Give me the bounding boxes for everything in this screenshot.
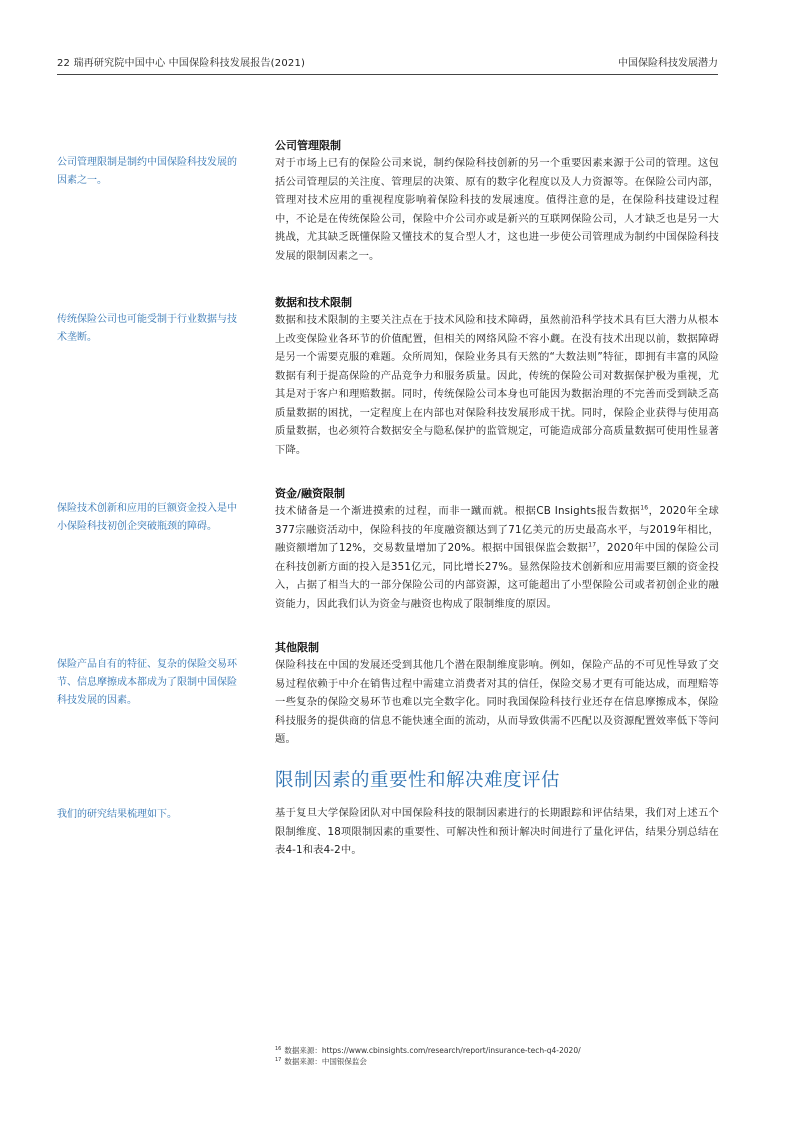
footnote-text: 数据来源：https://www.cbinsights.com/research/report/insurance-tech-q4-2020/ bbox=[284, 1046, 581, 1055]
footnotes bbox=[275, 1045, 581, 1067]
section-funding bbox=[275, 485, 719, 613]
section-body: 数据和技术限制的主要关注点在于技术风险和技术障碍，虽然前沿科学技术具有巨大潜力从根本上改变保险业各环节的价值配置，但相关的网络风险不容小觑。在没有技术出现以前，数据障碍是另一个需要克服的难题。众所周知，保险业务具有天然的“大数法则”特征，即拥有丰富的风险数据有利于提高保险的产品竞争力和服务质量。因此，传统的保险公司对数据保护极为重视，尤其是对于客户和理赔数据。同时，传统保险公司本身也可能因为数据治理的不完善而受到缺乏高质量数据的困扰，一定程度上在内部也对保险科技发展形成干扰。同时，保险企业获得与使用高质量数据，也必须符合数据安全与隐私保护的监管规定，可能造成部分高质量数据可使用性显著下降。 bbox=[275, 314, 719, 456]
section-title: 数据和技术限制 bbox=[275, 296, 352, 309]
sidebar-note-findings: 我们的研究结果梳理如下。 bbox=[57, 809, 177, 820]
header-left-title: 22 瑞再研究院中国中心 中国保险科技发展报告(2021) bbox=[57, 58, 306, 69]
section-management bbox=[275, 137, 719, 265]
section-body: 对于市场上已有的保险公司来说，制约保险科技创新的另一个重要因素来源于公司的管理。这包括公司管理层的关注度、管理层的决策、原有的数字化程度以及人力资源等。在保险公司内部，管理对技术应用的重视程度影响着保险科技的发展速度。值得注意的是，在保险科技建设过程中，不论是在传统保险公司，保险中介公司亦或是新兴的互联网保险公司，人才缺乏也是另一大挑战，尤其缺乏既懂保险又懂技术的复合型人才，这也进一步使公司管理成为制约中国保险科技发展的限制因素之一。 bbox=[275, 157, 719, 262]
assessment-body: 基于复旦大学保险团队对中国保险科技的限制因素进行的长期跟踪和评估结果，我们对上述五个限制维度、18项限制因素的重要性、可解决性和预计解决时间进行了量化评估，结果分别总结在表4-1和表4-2中。 bbox=[275, 807, 719, 856]
footnote-16 bbox=[275, 1045, 581, 1056]
header-right-title: 中国保险科技发展潜力 bbox=[618, 58, 718, 69]
header-divider bbox=[57, 74, 718, 75]
sidebar-note-management: 公司管理限制是制约中国保险科技发展的因素之一。 bbox=[57, 157, 237, 186]
section-title: 公司管理限制 bbox=[275, 139, 341, 152]
body-text: ，2020年全球377宗融资活动中，保险科技的年度融资额达到了71亿美元的历史最高水平，与2019年相比，融资额增加了12%，交易数量增加了20%。根据中国银保监会数据 bbox=[275, 505, 719, 554]
section-body bbox=[275, 502, 719, 613]
footnote-number: 17 bbox=[275, 1056, 282, 1063]
footnote-number: 16 bbox=[275, 1045, 282, 1052]
section-other bbox=[275, 639, 719, 749]
section-body: 保险科技在中国的发展还受到其他几个潜在限制维度影响。例如，保险产品的不可见性导致了交易过程依赖于中介在销售过程中需建立消费者对其的信任，保险交易才更有可能达成，而理赔等一些复杂的保险交易环节也难以完全数字化。同时我国保险科技行业还存在信息摩擦成本，保险科技服务的提供商的信息不能快速全面的流动，从而导致供需不匹配以及资源配置效率低下等问题。 bbox=[275, 659, 719, 745]
assessment-body-block bbox=[275, 804, 719, 860]
section-title: 资金/融资限制 bbox=[275, 487, 346, 500]
sidebar-note-other: 保险产品自有的特征、复杂的保险交易环节、信息摩擦成本都成为了限制中国保险科技发展的因素。 bbox=[57, 659, 237, 706]
section-data-tech bbox=[275, 294, 719, 459]
section-title: 其他限制 bbox=[275, 641, 319, 654]
footnote-ref: 17 bbox=[588, 541, 597, 549]
footnote-ref: 16 bbox=[640, 504, 649, 512]
sidebar-note-data: 传统保险公司也可能受制于行业数据与技术垄断。 bbox=[57, 314, 237, 343]
body-text: ，2020年中国的保险公司在科技创新方面的投入是351亿元，同比增长27%。显然保险技术创新和应用需要巨额的资金投入，占据了相当大的一部分保险公司的内部资源，这可能超出了小型保险公司或者初创企业的融资能力，因此我们认为资金与融资也构成了限制维度的原因。 bbox=[275, 542, 720, 610]
footnote-17 bbox=[275, 1056, 581, 1067]
sidebar-note-funding: 保险技术创新和应用的巨额资金投入是中小保险科技初创企突破瓶颈的障碍。 bbox=[57, 503, 237, 532]
assessment-heading: 限制因素的重要性和解决难度评估 bbox=[275, 770, 561, 791]
footnote-text: 数据来源：中国银保监会 bbox=[284, 1057, 367, 1066]
body-text: 技术储备是一个渐进摸索的过程，而非一蹴而就。根据CB Insights报告数据 bbox=[275, 505, 641, 517]
